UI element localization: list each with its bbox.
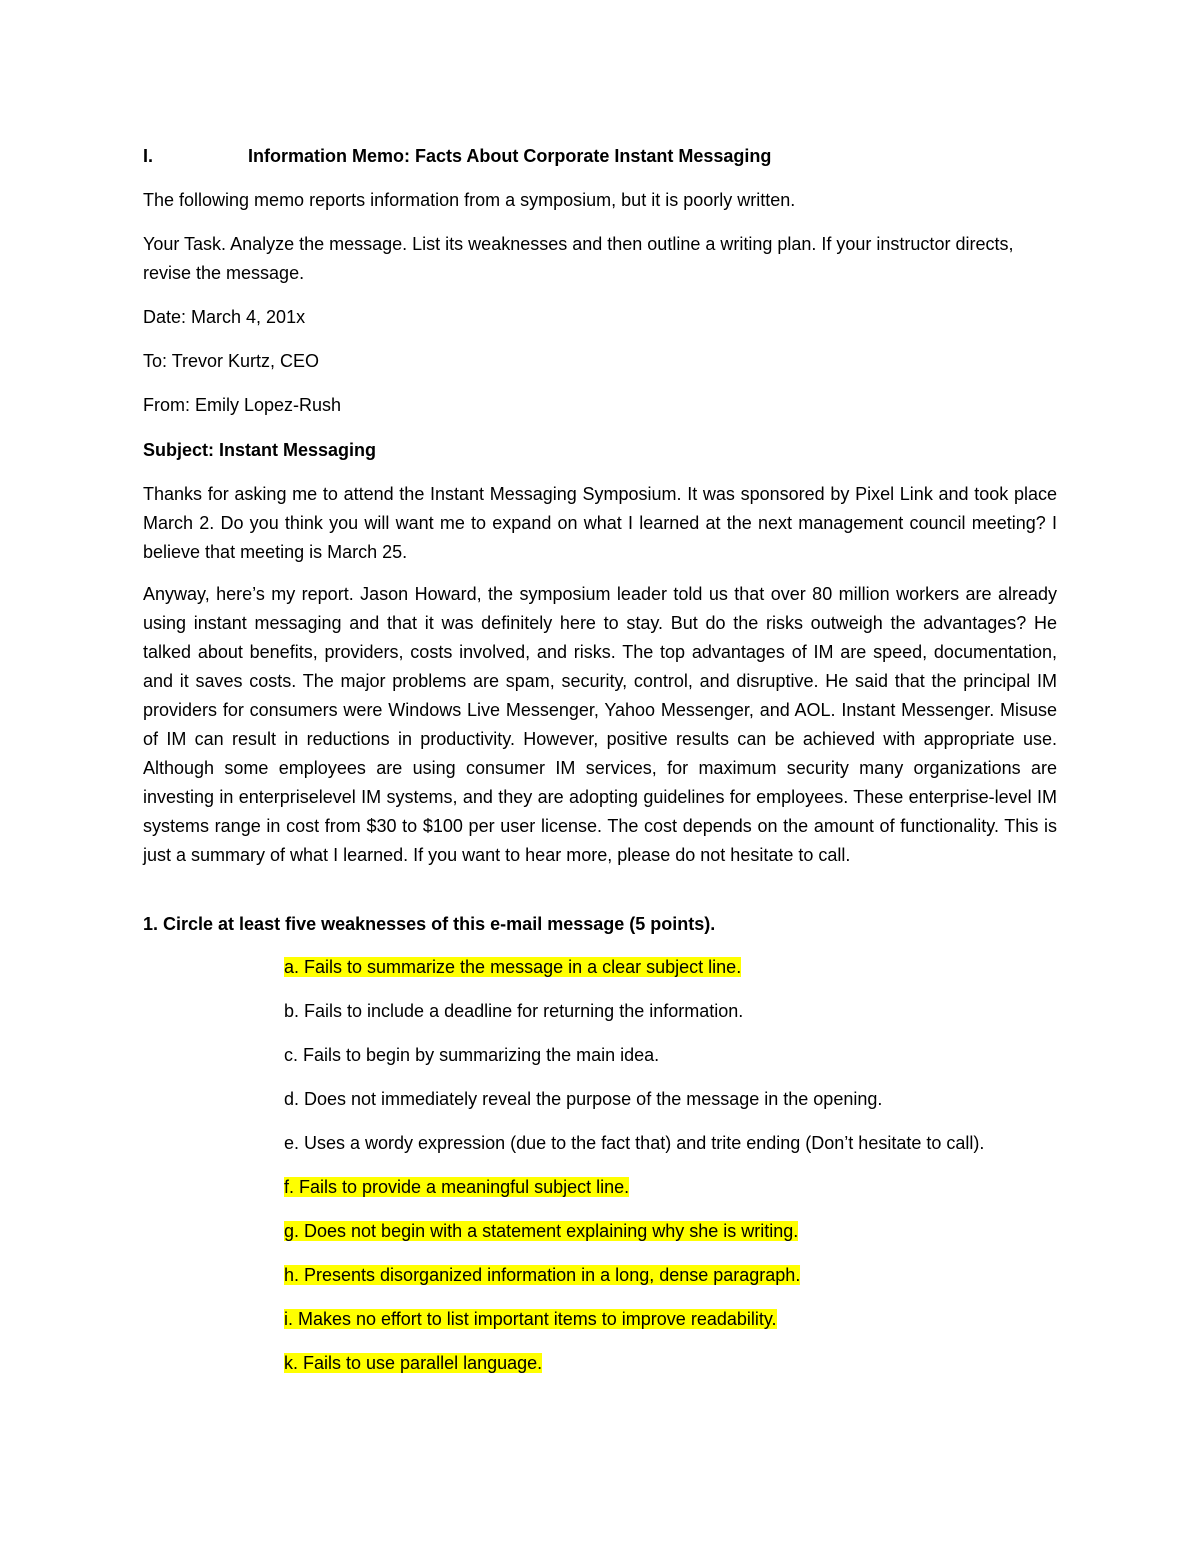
memo-subject: Subject: Instant Messaging xyxy=(143,440,377,460)
answer-item xyxy=(284,1262,800,1288)
task-text: Your Task. Analyze the message. List its weaknesses and then outline a writing plan. If your instructor directs, revise the message. xyxy=(143,234,1014,283)
answer-text: g. Does not begin with a statement explaining why she is writing. xyxy=(284,1221,799,1241)
answer-text: c. Fails to begin by summarizing the main idea. xyxy=(284,1045,660,1065)
answer-text: k. Fails to use parallel language. xyxy=(284,1353,543,1373)
memo-date: Date: March 4, 201x xyxy=(143,307,306,327)
answer-item xyxy=(284,1218,798,1244)
answer-item xyxy=(284,1306,777,1332)
answer-item xyxy=(284,1130,984,1156)
intro-text: The following memo reports information from a symposium, but it is poorly written. xyxy=(143,190,796,210)
section-number: I. xyxy=(143,146,154,166)
answer-text: a. Fails to summarize the message in a clear subject line. xyxy=(284,957,742,977)
section-heading xyxy=(143,142,771,170)
answer-text: d. Does not immediately reveal the purpose of the message in the opening. xyxy=(284,1089,883,1109)
answer-item xyxy=(284,998,743,1024)
memo-paragraph-2: Anyway, here’s my report. Jason Howard, the symposium leader told us that over 80 million workers are already using instant messaging and that it was definitely here to stay. But do the risks outweigh the advantages? He talked about benefits, providers, costs involved, and risks. The top advantages of IM are speed, documentation, and it saves costs. The major problems are spam, security, control, and disruptive. He said that the principal IM providers for consumers were Windows Live Messenger, Yahoo Messenger, and AOL. Instant Messenger. Misuse of IM can result in reductions in productivity. However, positive results can be achieved with appropriate use. Although some employees are using consumer IM services, for maximum security many organizations are investing in enterpriselevel IM systems, and they are adopting guidelines for employees. These enterprise-level IM systems range in cost from $30 to $100 per user license. The cost depends on the amount of functionality. This is just a summary of what I learned. If you want to hear more, please do not hesitate to call. xyxy=(143,584,1057,865)
answer-item xyxy=(284,1086,882,1112)
answer-text: i. Makes no effort to list important items to improve readability. xyxy=(284,1309,777,1329)
answer-text: b. Fails to include a deadline for returning the information. xyxy=(284,1001,744,1021)
answer-text: f. Fails to provide a meaningful subject line. xyxy=(284,1177,630,1197)
memo-from: From: Emily Lopez-Rush xyxy=(143,395,342,415)
memo-paragraph-1: Thanks for asking me to attend the Instant Messaging Symposium. It was sponsored by Pixel Link and took place March 2. Do you think you will want me to expand on what I learned at the next management council meeting? I believe that meeting is March 25. xyxy=(143,484,1057,562)
memo-to: To: Trevor Kurtz, CEO xyxy=(143,351,320,371)
answer-item xyxy=(284,954,741,980)
question-text: 1. Circle at least five weaknesses of this e-mail message (5 points). xyxy=(143,914,716,934)
section-title: Information Memo: Facts About Corporate Instant Messaging xyxy=(248,146,772,166)
answer-text: e. Uses a wordy expression (due to the fact that) and trite ending (Don’t hesitate to call). xyxy=(284,1133,985,1153)
answer-text: h. Presents disorganized information in a long, dense paragraph. xyxy=(284,1265,801,1285)
answer-item xyxy=(284,1042,659,1068)
answer-item xyxy=(284,1350,542,1376)
answer-item xyxy=(284,1174,629,1200)
